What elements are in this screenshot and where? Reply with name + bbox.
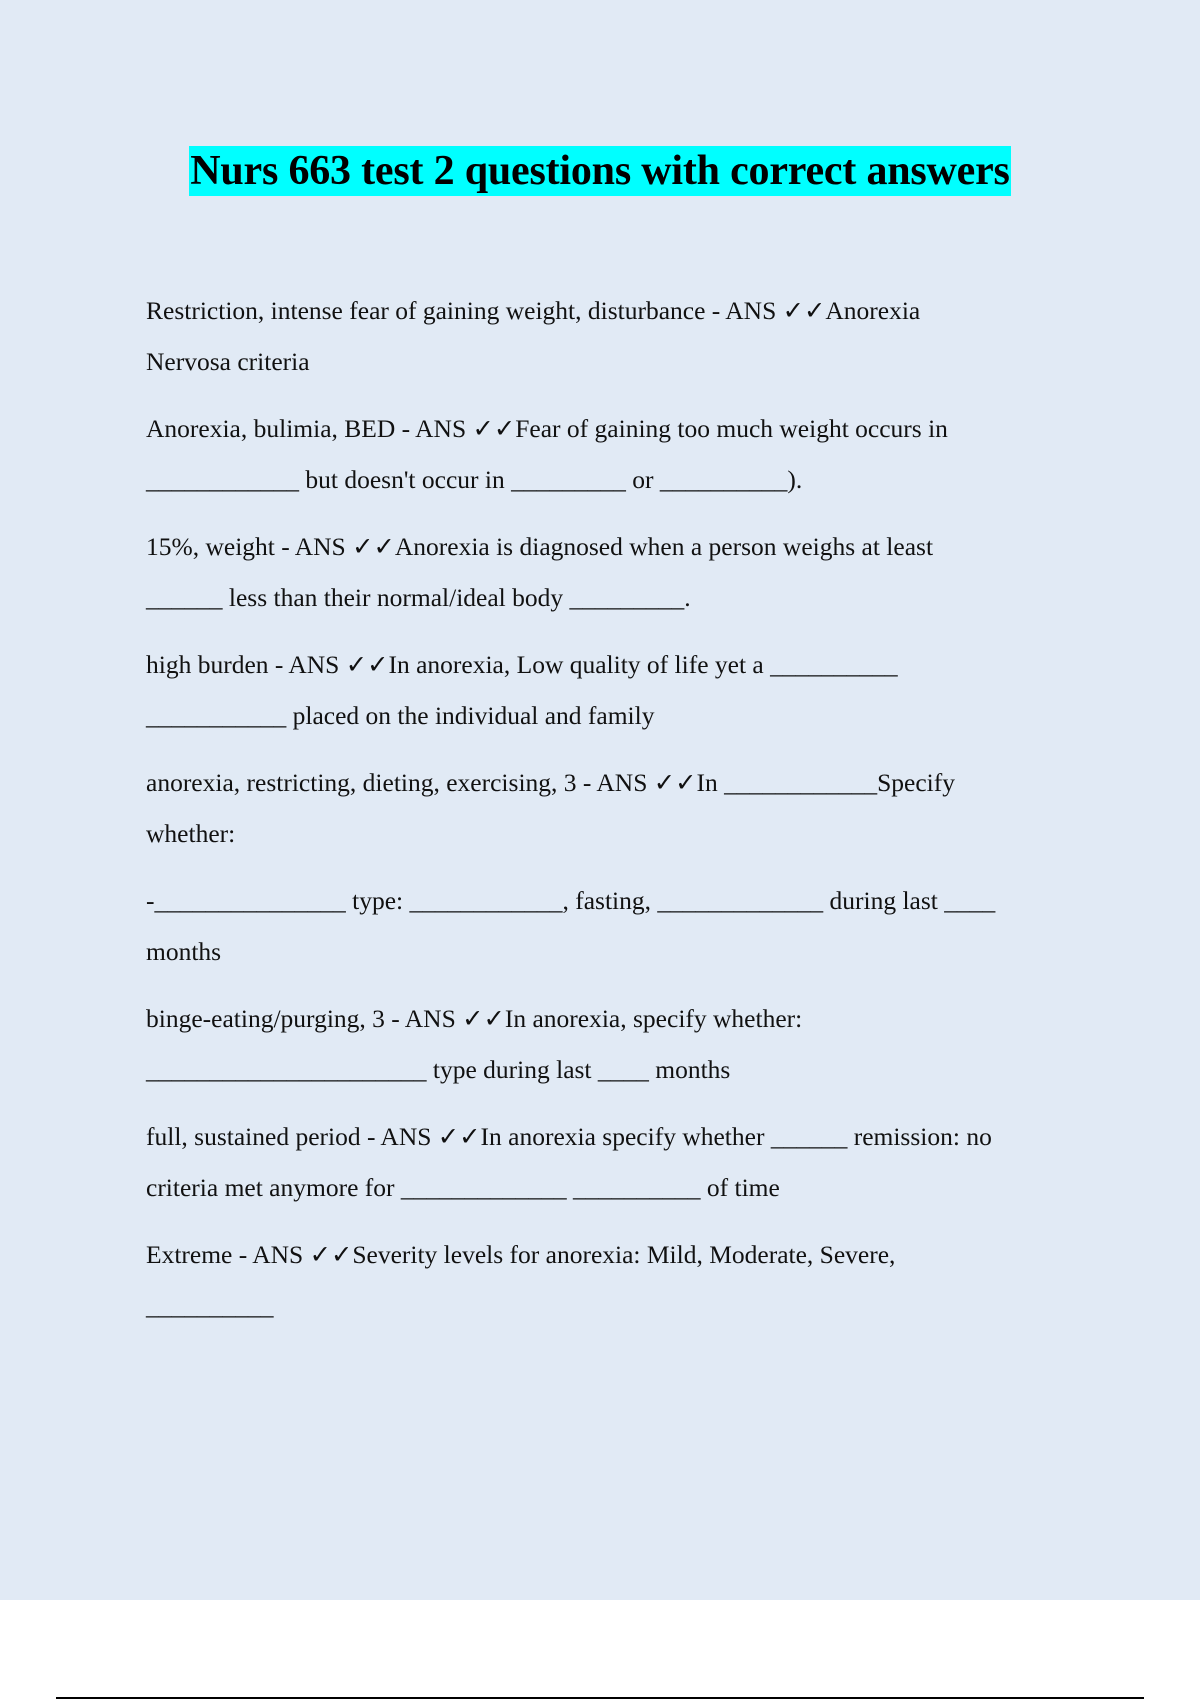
- qa-item: [146, 993, 1096, 1095]
- qa-item: [146, 757, 1096, 859]
- qa-line: high burden - ANS ✓✓In anorexia, Low quality of life yet a __________: [146, 650, 898, 679]
- qa-item: [146, 875, 1096, 977]
- qa-line: Anorexia, bulimia, BED - ANS ✓✓Fear of gaining too much weight occurs in: [146, 414, 948, 443]
- qa-item: [146, 285, 1096, 387]
- qa-line: full, sustained period - ANS ✓✓In anorexia specify whether ______ remission: no: [146, 1122, 992, 1151]
- footer-divider: [56, 1697, 1144, 1699]
- qa-item: [146, 1229, 1096, 1331]
- qa-item: [146, 521, 1096, 623]
- qa-line: __________: [146, 1291, 274, 1320]
- qa-line: anorexia, restricting, dieting, exercising, 3 - ANS ✓✓In ____________Specify: [146, 768, 955, 797]
- qa-line: whether:: [146, 819, 236, 848]
- qa-line: binge-eating/purging, 3 - ANS ✓✓In anorexia, specify whether:: [146, 1004, 803, 1033]
- qa-line: Restriction, intense fear of gaining weight, disturbance - ANS ✓✓Anorexia: [146, 296, 921, 325]
- title-container: [0, 146, 1200, 196]
- qa-line: criteria met anymore for _____________ __________ of time: [146, 1173, 780, 1202]
- qa-line: 15%, weight - ANS ✓✓Anorexia is diagnosed when a person weighs at least: [146, 532, 934, 561]
- qa-item: [146, 639, 1096, 741]
- qa-line: months: [146, 937, 222, 966]
- question-list: [146, 285, 1096, 1347]
- qa-line: ______________________ type during last ____ months: [146, 1055, 731, 1084]
- qa-line: Nervosa criteria: [146, 347, 310, 376]
- qa-item: [146, 403, 1096, 505]
- qa-line: -_______________ type: ____________, fasting, _____________ during last ____: [146, 886, 996, 915]
- qa-line: ______ less than their normal/ideal body _________.: [146, 583, 691, 612]
- qa-item: [146, 1111, 1096, 1213]
- qa-line: Extreme - ANS ✓✓Severity levels for anorexia: Mild, Moderate, Severe,: [146, 1240, 896, 1269]
- document-title: Nurs 663 test 2 questions with correct answers: [190, 148, 1010, 194]
- qa-line: ____________ but doesn't occur in _________ or __________).: [146, 465, 803, 494]
- qa-line: ___________ placed on the individual and family: [146, 701, 655, 730]
